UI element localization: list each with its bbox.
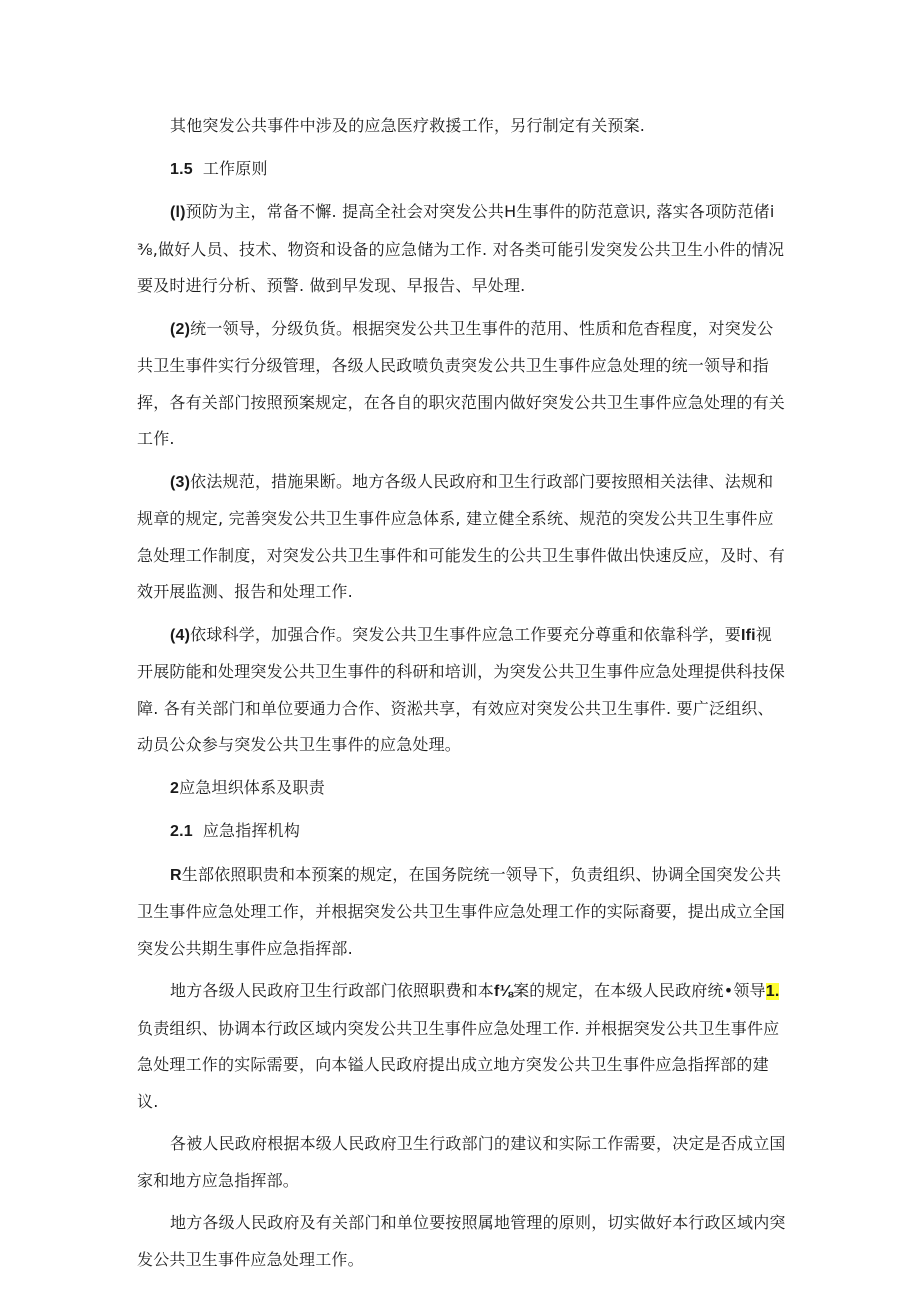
paragraph-intro: 其他突发公共事件中涉及的应急医疗救援工作，另行制定有关预案. [170, 116, 646, 135]
paragraph-command-1: R生部依照职贵和本预案的规定，在国务院统一领导下，负责组织、协调全国突发公共卫生事件应急处理工作，并根据突发公共卫生事件应急处理工作的实际裔要，提出成立全国突发公共期生事件应急指挥部. [137, 864, 786, 958]
section-title: 应急坦织体系及职责 [179, 777, 325, 797]
paragraph-principle-1: (l)预防为主，常备不懈. 提高全社会对突发公共H生事件的防范意识, 落实各项防范偖i⅜,做好人员、技术、物资和设备的应急储为工作. 对各类可能引发突发公共卫生小件的情况要及时进行分析、预警. 做到早发现、早报告、早处理. [137, 202, 785, 295]
paragraph-command-4: 地方各级人民政府及有关部门和单位要按照属地管理的原则，切实做好本行政区域内突发公共卫生事件应急处理工作。 [137, 1213, 786, 1269]
item-number: (4) [170, 626, 191, 644]
section-title: 工作原则 [202, 158, 268, 178]
section-title: 应急指挥机构 [202, 821, 301, 840]
section-number: 2.1 [170, 823, 193, 840]
paragraph-command-3: 各被人民政府根据本级人民政府卫生行政部门的建议和实际工作需要，决定是否成立国家和地方应急指挥部。 [137, 1134, 786, 1190]
section-number: 1.5 [170, 160, 193, 178]
paragraph-command-2: 地方各级人民政府卫生行政部门依照职费和本f⅛案的规定，在本级人民政府统•领导1.负责组织、协调本行政区域内突发公共卫生事件应急处理工作. 并根据突发公共卫生事件应急处理工作的实际需要，向本镒人民政府提出成立地方突发公共卫生事件应急指挥部的建议. [137, 981, 780, 1111]
section-heading-1-5 [137, 151, 787, 189]
section-number: 2 [170, 779, 180, 797]
paragraph-principle-2: (2)统一领导，分级负货。根据突发公共卫生事件的范用、性质和危杳程度，对突发公共卫生事件实行分级管理，各级人民政喷负责突发公共卫生事件应急处理的统一领导和指挥，各有关部门按照预案规定，在各自的职灾范围内做好突发公共卫生事件应急处理的有关工作. [137, 318, 786, 448]
section-heading-2 [137, 770, 787, 808]
section-heading-2-1 [137, 813, 787, 851]
item-number: (l) [170, 204, 186, 221]
paragraph-principle-3: (3)依法规范，措施果断。地方各级人民政府和卫生行政部门要按照相关法律、法规和规章的规定, 完善突发公共卫生事件应急体系, 建立健全系统、规范的突发公共卫生事件应急处理工作制度，对突发公共卫生事件和可能发生的公共卫生事件做出快速反应，及时、有效开展监测、报告和处理工作. [137, 471, 786, 601]
item-number: (3) [170, 473, 191, 491]
paragraph-principle-4: (4)依球科学，加强合作。突发公共卫生事件应急工作要充分尊重和依靠科学，要Ifi视开展防能和处理突发公共卫生事件的科研和培训，为突发公共卫生事件应急处理提供科技保障. 各有关部门和单位要通力合作、资淞共享，有效应对突发公共卫生事件. 要广泛组织、动员公众参与突发公共卫生事件的应急处理。 [137, 624, 786, 754]
document-body [137, 108, 787, 1278]
highlighted-text: 1. [765, 983, 780, 1000]
item-number: (2) [170, 320, 191, 338]
